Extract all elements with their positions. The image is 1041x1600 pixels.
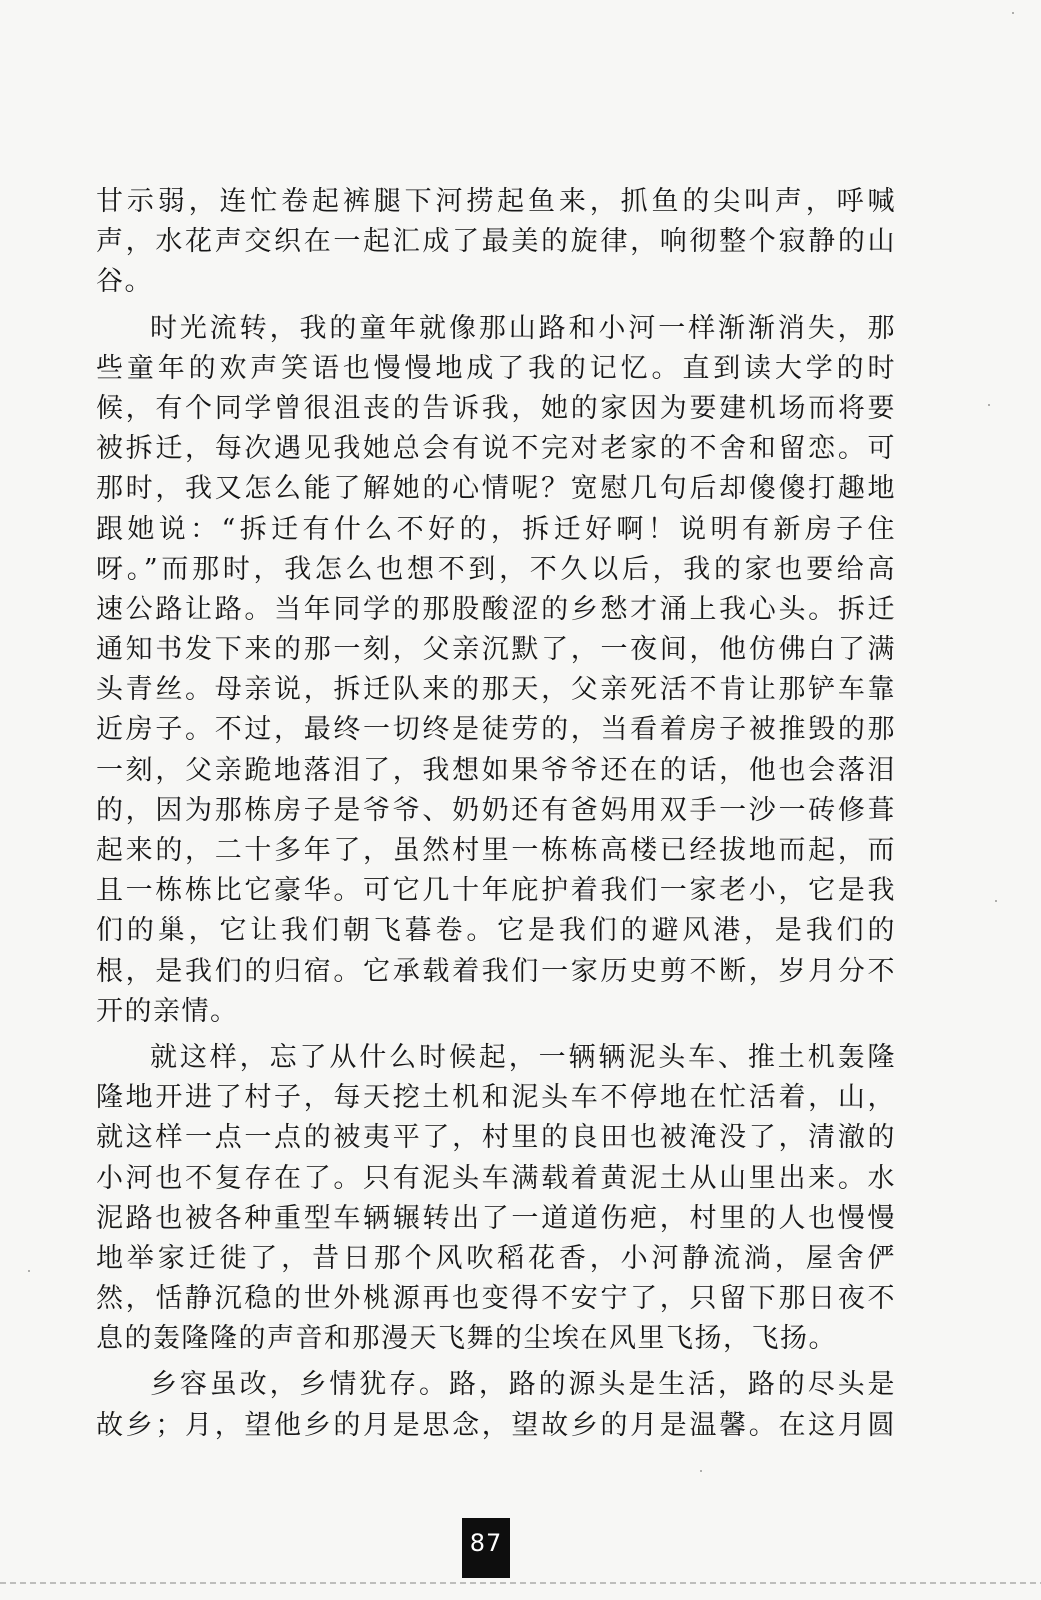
scan-speck xyxy=(988,404,990,406)
text-line: 小河也不复存在了。只有泥头车满载着黄泥土从山里出来。水 xyxy=(96,1162,896,1194)
text-line: 那时，我又怎么能了解她的心情呢？宽慰几句后却傻傻打趣地 xyxy=(96,473,896,505)
scan-speck xyxy=(700,1470,702,1472)
text-line: 候，有个同学曾很沮丧的告诉我，她的家因为要建机场而将要 xyxy=(96,392,896,424)
text-line: 地举家迁徙了，昔日那个风吹稻花香，小河静流淌，屋舍俨 xyxy=(96,1242,896,1274)
paragraph xyxy=(96,1038,896,1360)
text-line: 声，水花声交织在一起汇成了最美的旋律，响彻整个寂静的山 xyxy=(96,226,896,258)
text-line: 就这样，忘了从什么时候起，一辆辆泥头车、推土机轰隆 xyxy=(150,1041,896,1073)
text-line: 的，因为那栋房子是爷爷、奶奶还有爸妈用双手一沙一砖修葺 xyxy=(96,794,896,826)
paragraph xyxy=(96,309,896,1032)
text-line: 谷。 xyxy=(96,266,153,298)
text-line: 根，是我们的归宿。它承载着我们一家历史剪不断，岁月分不 xyxy=(96,955,896,987)
text-line: 时光流转，我的童年就像那山路和小河一样渐渐消失，那 xyxy=(150,312,896,344)
text-line: 呀。”而那时，我怎么也想不到，不久以后，我的家也要给高 xyxy=(96,553,896,585)
text-line: 些童年的欢声笑语也慢慢地成了我的记忆。直到读大学的时 xyxy=(96,352,896,384)
text-line: 就这样一点一点的被夷平了，村里的良田也被淹没了，清澈的 xyxy=(96,1122,896,1154)
page-number: 87 xyxy=(462,1518,510,1578)
text-line: 通知书发下来的那一刻，父亲沉默了，一夜间，他仿佛白了满 xyxy=(96,634,896,666)
text-line: 然，恬静沉稳的世外桃源再也变得不安宁了，只留下那日夜不 xyxy=(96,1283,896,1315)
text-line: 一刻，父亲跪地落泪了，我想如果爷爷还在的话，他也会落泪 xyxy=(96,754,896,786)
text-line: 故乡；月，望他乡的月是思念，望故乡的月是温馨。在这月圆 xyxy=(96,1409,896,1441)
text-line: 且一栋栋比它豪华。可它几十年庇护着我们一家老小，它是我 xyxy=(96,875,896,907)
scan-speck xyxy=(28,1270,30,1272)
text-line: 被拆迁，每次遇见我她总会有说不完对老家的不舍和留恋。可 xyxy=(96,433,896,465)
text-line: 息的轰隆隆的声音和那漫天飞舞的尘埃在风里飞扬，飞扬。 xyxy=(96,1323,837,1355)
text-line: 近房子。不过，最终一切终是徒劳的，当看着房子被推毁的那 xyxy=(96,714,896,746)
text-line: 跟她说：“拆迁有什么不好的，拆迁好啊！说明有新房子住 xyxy=(96,513,896,545)
scan-speck xyxy=(995,900,997,902)
text-line: 甘示弱，连忙卷起裤腿下河捞起鱼来，抓鱼的尖叫声，呼喊 xyxy=(96,186,896,217)
text-line: 隆地开进了村子，每天挖土机和泥头车不停地在忙活着，山， xyxy=(96,1082,896,1114)
body-text xyxy=(96,182,896,1446)
text-line: 头青丝。母亲说，拆迁队来的那天，父亲死活不肯让那铲车靠 xyxy=(96,674,896,706)
text-line: 开的亲情。 xyxy=(96,995,239,1027)
text-line: 们的巢，它让我们朝飞暮卷。它是我们的避风港，是我们的 xyxy=(96,915,896,947)
scan-speck xyxy=(1012,12,1014,14)
paragraph xyxy=(96,1365,896,1445)
scan-edge-line xyxy=(0,1582,1041,1584)
text-line: 速公路让路。当年同学的那股酸涩的乡愁才涌上我心头。拆迁 xyxy=(96,593,896,625)
text-line: 起来的，二十多年了，虽然村里一栋栋高楼已经拔地而起，而 xyxy=(96,835,896,866)
text-line: 乡容虽改，乡情犹存。路，路的源头是生活，路的尽头是 xyxy=(150,1369,896,1401)
paragraph xyxy=(96,182,896,303)
text-line: 泥路也被各种重型车辆辗转出了一道道伤疤，村里的人也慢慢 xyxy=(96,1202,896,1234)
